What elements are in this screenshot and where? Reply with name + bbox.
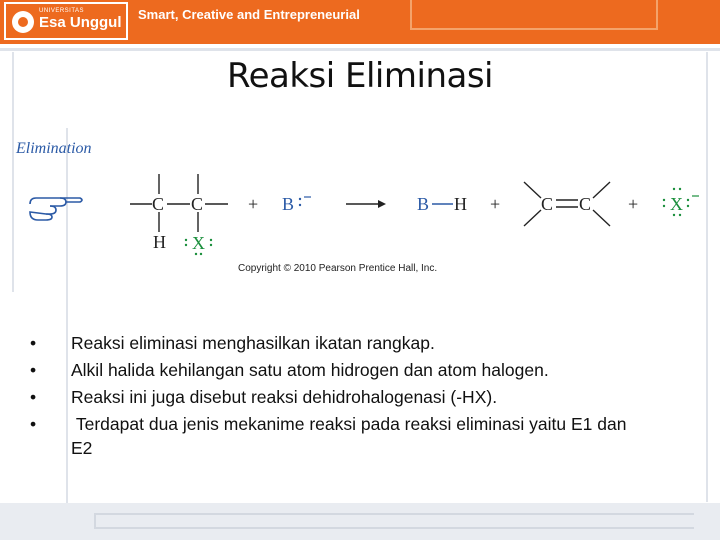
bullet-list xyxy=(28,331,708,460)
alkene-c-left: C xyxy=(541,194,554,214)
bullet-item: • Alkil halida kehilangan satu atom hidrogen dan atom halogen. xyxy=(28,358,708,382)
bullet-item: • Reaksi eliminasi menghasilkan ikatan rangkap. xyxy=(28,331,708,355)
reactant-bonds xyxy=(130,174,228,232)
logo-emblem-icon xyxy=(12,11,34,33)
university-logo xyxy=(4,2,128,40)
reactant-c-right: C xyxy=(191,194,204,214)
reactant-h: H xyxy=(153,232,166,252)
leaving-group-x: X xyxy=(670,194,683,214)
header-decor-frame xyxy=(410,0,658,30)
base-lone-pair xyxy=(299,198,301,206)
logo-name: Esa Unggul xyxy=(39,14,122,31)
plus-sign-1: + xyxy=(248,194,259,214)
logo-small-text: UNIVERSITAS xyxy=(39,8,85,14)
hand-pointing-right-icon xyxy=(30,198,82,220)
product-h: H xyxy=(454,194,467,214)
footer-band xyxy=(0,503,720,540)
plus-sign-3: + xyxy=(628,194,639,214)
alkene-c-right: C xyxy=(579,194,592,214)
reactant-c-left: C xyxy=(152,194,165,214)
reactant-x: X xyxy=(192,233,205,253)
alkene-bonds xyxy=(524,182,610,226)
bullet-item: • Reaksi ini juga disebut reaksi dehidrohalogenasi (-HX). xyxy=(28,385,708,409)
bullet-item: • Terdapat dua jenis mekanime reaksi pada reaksi eliminasi yaitu E1 dan E2 xyxy=(28,412,641,460)
product-b: B xyxy=(417,194,430,214)
header-tagline: Smart, Creative and Entrepreneurial xyxy=(138,7,360,22)
reaction-arrow xyxy=(346,200,386,208)
figure-copyright: Copyright © 2010 Pearson Prentice Hall, Inc. xyxy=(238,263,438,274)
elimination-reaction-figure xyxy=(0,160,720,260)
plus-sign-2: + xyxy=(490,194,501,214)
deco-line-top xyxy=(0,48,720,51)
slide-title: Reaksi Eliminasi xyxy=(227,56,493,96)
footer-band-frame xyxy=(94,513,694,529)
figure-label: Elimination xyxy=(16,140,92,157)
base-b: B xyxy=(282,194,295,214)
header-bar xyxy=(0,0,720,44)
